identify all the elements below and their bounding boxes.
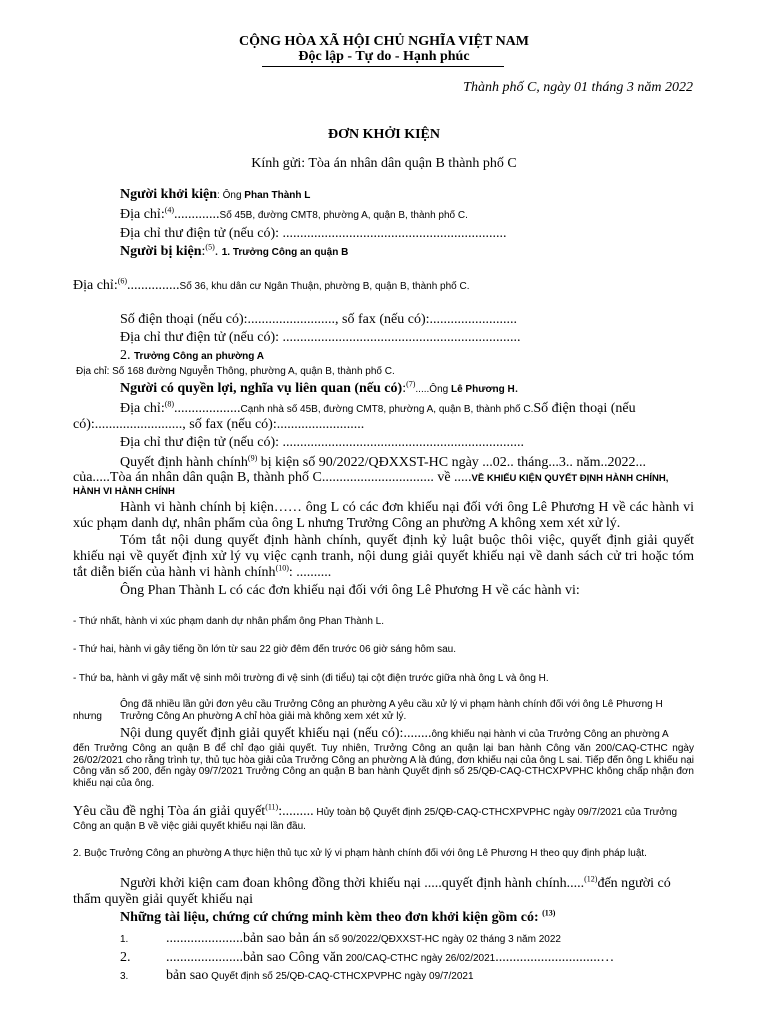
- defendant-email: Địa chỉ thư điện tử (nếu có): ....................................................................: [120, 330, 521, 345]
- court-request-text: Hủy toàn bộ Quyết định 25/QĐ-CAQ-CTHCXPVPHC ngày 09/7/2021 của Trưởng: [313, 807, 678, 818]
- court-request-label: Yêu cầu đề nghị Tòa án giải quyết: [73, 804, 266, 819]
- dots: ...............: [127, 278, 180, 293]
- attachments-heading: [120, 910, 555, 926]
- document-title: ĐƠN KHỞI KIỆN: [327, 127, 440, 142]
- decision-number: bị kiện số 90/2022/QĐXXST-HC ngày ...02.. tháng...3.. năm..2022...: [257, 455, 646, 470]
- attachment-lead: bản sao: [166, 968, 209, 983]
- request-note-left: nhưng: [73, 711, 102, 722]
- attachments-heading-text: Những tài liệu, chứng cứ chứng minh kèm theo đơn khởi kiện gồm có:: [120, 910, 539, 925]
- commitment-tail: đến người có: [597, 876, 671, 891]
- footnote-ref: (9): [247, 453, 258, 463]
- attachment-detail: 200/CAQ-CTHC ngày 26/02/2021: [342, 953, 496, 964]
- date-line: Thành phố C, ngày 01 tháng 3 năm 2022: [463, 80, 693, 95]
- dots: ......................: [166, 950, 243, 965]
- act-item-3: - Thứ ba, hành vi gây mất vệ sinh môi trường đi vệ sinh (đi tiểu) tại cột điện trước giữa nhà ông L và ông H.: [73, 673, 549, 684]
- complaint-result-text: ông khiếu nại hành vi của Trưởng Công an phường A: [431, 729, 669, 740]
- defendant-phone: Số điện thoại (nếu có):........................., số fax (nếu có):.........................: [120, 312, 517, 327]
- dots: ......................: [166, 931, 243, 946]
- item-number: 1.: [120, 934, 129, 945]
- attachment-detail: Quyết định số 25/QĐ-CAQ-CTHCXPVPHC ngày 09/7/2021: [208, 971, 474, 982]
- act-item-2: - Thứ hai, hành vi gây tiếng ồn lớn từ sau 22 giờ đêm đến trước 06 giờ sáng hôm sau.: [73, 644, 457, 655]
- commitment-text: Người khởi kiện cam đoan không đồng thời khiếu nại .....quyết định hành chính.....: [120, 876, 585, 891]
- request-note: Ông đã nhiều lần gửi đơn yêu cầu Trưởng Công an phường A yêu cầu xử lý vi phạm hành chính đối với ông Lê Phương H: [120, 699, 663, 710]
- nation-heading: CỘNG HÒA XÃ HỘI CHỦ NGHĨA VIỆT NAM: [238, 34, 529, 49]
- defendant-2-address: Địa chỉ: Số 168 đường Nguyễn Thông, phường A, quận B, thành phố C.: [76, 366, 395, 377]
- motto-heading: Độc lập - Tự do - Hạnh phúc: [298, 49, 470, 64]
- related-name: Lê Phương H: [450, 384, 515, 395]
- footnote-ref: (12): [584, 874, 598, 884]
- plaintiff-address: [120, 207, 468, 223]
- summary-paragraph: [73, 533, 694, 581]
- related-address: [120, 401, 636, 417]
- item-number: 3.: [120, 971, 129, 982]
- attachment-detail: số 90/2022/QĐXXST-HC ngày 02 tháng 3 năm 2022: [325, 934, 561, 945]
- plaintiff-label: Người khởi kiện: [120, 187, 218, 202]
- decision-subject-2: HÀNH VI HÀNH CHÍNH: [73, 486, 175, 497]
- related-label: Người có quyền lợi, nghĩa vụ liên quan (nếu có): [120, 381, 403, 396]
- plaintiff-prefix: : Ông: [217, 190, 245, 201]
- attachment-item-2: [120, 950, 614, 966]
- court-request-line-2: Công an quận B về việc giải quyết khiếu nại lần đầu.: [73, 821, 306, 832]
- defendant-1-name: 1. Trưởng Công an quận B: [221, 247, 349, 258]
- dots: ........: [403, 726, 432, 741]
- footnote-ref: (13): [542, 908, 556, 918]
- motto-underline: [262, 66, 504, 67]
- footnote-ref: (8): [164, 399, 175, 409]
- dots: : ..........: [288, 565, 332, 580]
- complaint-result-line: [120, 726, 669, 742]
- footnote-ref: (7): [406, 379, 416, 389]
- complaint-result-label: Nội dung quyết định giải quyết khiếu nại (nếu có):: [120, 726, 404, 741]
- decision-issuer: của.....Tòa án nhân dân quận B, thành phố C................................ về .....: [73, 470, 472, 485]
- related-party-line: Người có quyền lợi, nghĩa vụ liên quan (nếu có):$^{(7)}$.....Ông Lê Phương H.: [120, 379, 519, 396]
- attachment-lead: bản sao bản án: [243, 931, 326, 946]
- address-label: Địa chỉ:: [73, 278, 118, 293]
- decision-subject: VỀ KHIẾU KIỆN QUYẾT ĐỊNH HÀNH CHÍNH,: [471, 473, 669, 484]
- footnote-ref: (4): [164, 205, 175, 215]
- recipient-line: Kính gửi: Tòa án nhân dân quận B thành phố C: [251, 156, 517, 171]
- related-address-value: Cạnh nhà số 45B, đường CMT8, phường A, quận B, thành phố C.: [240, 404, 534, 415]
- dots: ..............................…: [495, 950, 615, 965]
- complaint-result-body: đến Trưởng Công an quận B để chỉ đạo giải quyết. Tuy nhiên, Trưởng Công an quận lại ban hành Công văn 200/CAQ-CTHC ngày 26/02/2021 cho rằng trình tự, thủ tục hòa giải của Trưởng Công an phường A là đúng, đơn khiếu nại của ông L sai. Tiếp đến ông L khiếu nại Công văn số 200, đến ngày 09/7/2021 Trưởng Công an quận B ban hành Quyết định số 25/QĐ-CAQ-CTHCXPVPHC không chấp nhận đơn khiếu nại của ông.: [73, 743, 694, 789]
- defendant-label: Người bị kiện: [120, 244, 202, 259]
- decision-label: Quyết định hành chính: [120, 455, 248, 470]
- dots: .............: [174, 207, 220, 222]
- plaintiff-email: Địa chỉ thư điện tử (nếu có): ................................................................: [120, 226, 507, 241]
- defendant-2-name: Trưởng Công an phường A: [134, 351, 264, 362]
- item-number: 2.: [120, 348, 134, 363]
- defendant-line: Người bị kiện:$^{(5)}$. 1. Trưởng Công an quận B: [120, 242, 349, 259]
- address-label: Địa chỉ:: [120, 207, 165, 222]
- footnote-ref: (5): [205, 242, 215, 252]
- court-request-item-2: 2. Buộc Trưởng Công an phường A thực hiện thủ tục xử lý vi phạm hành chính đối với ông Lê Phương H theo quy định pháp luật.: [73, 848, 647, 859]
- phone-label: Số điện thoại (nếu: [533, 401, 636, 416]
- related-phone: có):........................., số fax (nếu có):.........................: [73, 417, 365, 432]
- plaintiff-address-value: Số 45B, đường CMT8, phường A, quận B, thành phố C.: [219, 210, 468, 221]
- dots: ...................: [174, 401, 241, 416]
- related-email: Địa chỉ thư điện tử (nếu có): .....................................................................: [120, 435, 525, 450]
- act-paragraph: Hành vi hành chính bị kiện…… ông L có các đơn khiếu nại đối với ông Lê Phương H về các hành vi xúc phạm danh dự, nhân phẩm của ông L nhưng Trưởng Công an phường A không xem xét xử lý.: [73, 500, 694, 531]
- footnote-ref: (11): [265, 802, 279, 812]
- request-note-2: Trưởng Công An phường A chỉ hòa giải mà không xem xét xử lý.: [120, 711, 407, 722]
- attachment-lead: bản sao Công văn: [243, 950, 343, 965]
- defendant-address-value: Số 36, khu dân cư Ngân Thuận, phường B, quận B, thành phố C.: [179, 281, 470, 292]
- item-number: 2.: [120, 950, 131, 965]
- defendant-2-line: [120, 348, 264, 364]
- attachment-item-3: [120, 968, 474, 984]
- commitment-line-2: thẩm quyền giải quyết khiếu nại: [73, 892, 254, 907]
- dots: :.........: [278, 804, 314, 819]
- plaintiff-line: [120, 187, 310, 203]
- attachment-item-1: [120, 931, 561, 947]
- address-label: Địa chỉ:: [120, 401, 165, 416]
- summary-text: Tóm tắt nội dung quyết định hành chính, quyết định kỷ luật buộc thôi việc, quyết định giải quyết khiếu nại về quyết định xử lý vụ việc cạnh tranh, nội dung giải quyết khiếu nại về danh sách cử tri hoặc tóm tắt diễn biến của hành vi hành chính: [73, 533, 694, 580]
- defendant-address: [73, 278, 470, 294]
- plaintiff-name: Phan Thành L: [244, 190, 311, 201]
- complaint-intro: Ông Phan Thành L có các đơn khiếu nại đối với ông Lê Phương H về các hành vi:: [120, 583, 580, 598]
- commitment-line: [120, 876, 671, 892]
- footnote-ref: (6): [117, 276, 128, 286]
- decision-line: [120, 455, 646, 471]
- footnote-ref: (10): [275, 563, 289, 573]
- decision-line-2: [73, 470, 668, 486]
- dots: .....Ông: [415, 384, 451, 395]
- court-request-line: [73, 804, 677, 820]
- act-item-1: - Thứ nhất, hành vi xúc phạm danh dự nhân phẩm ông Phan Thành L.: [73, 616, 385, 627]
